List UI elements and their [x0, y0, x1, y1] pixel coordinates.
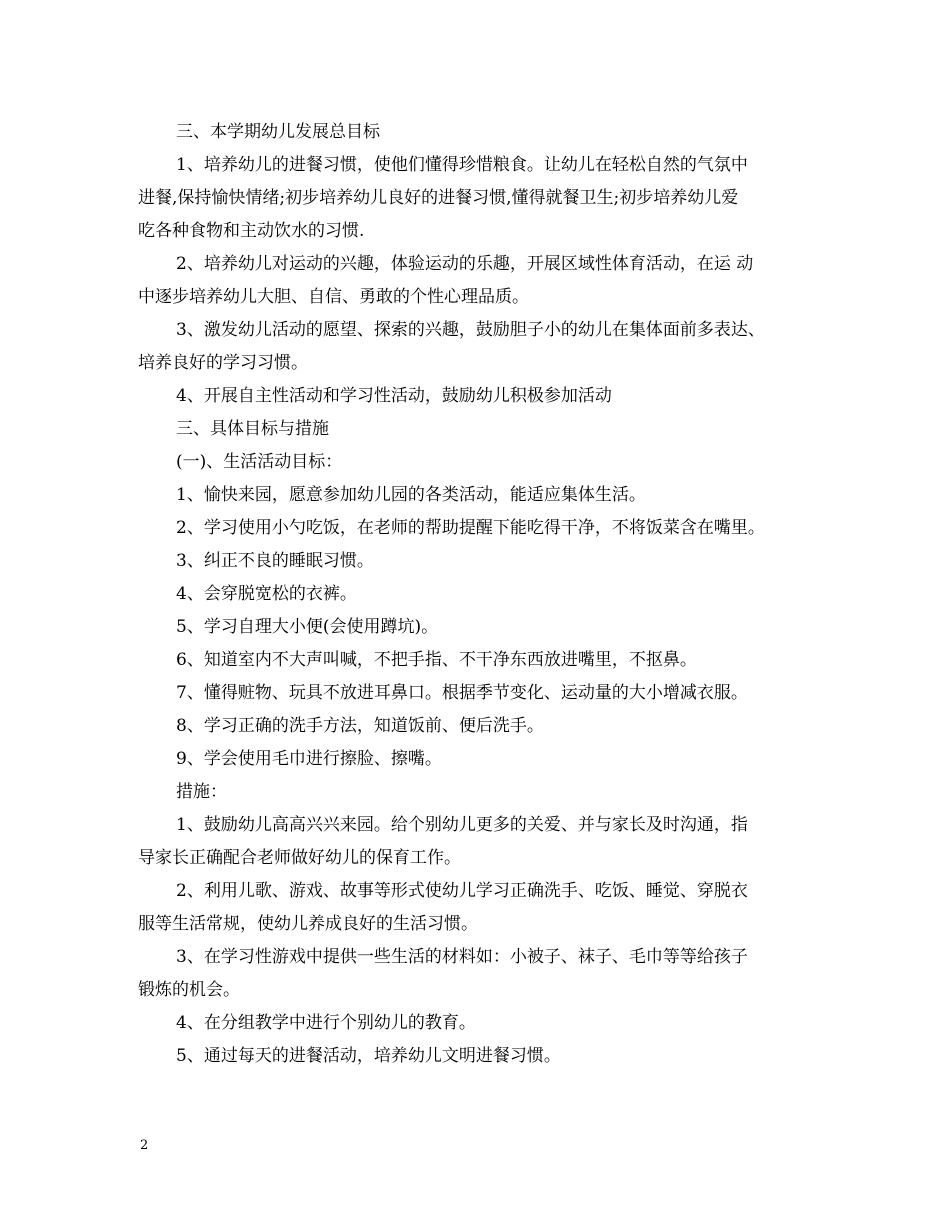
text-line: 1、培养幼儿的进餐习惯，使他们懂得珍惜粮食。让幼儿在轻松自然的气氛中	[176, 155, 748, 175]
text-line: 中逐步培养幼儿大胆、自信、勇敢的个性心理品质。	[138, 287, 529, 307]
text-line: 3、纠正不良的睡眠习惯。	[176, 551, 374, 571]
text-line: 进餐,保持愉快情绪;初步培养幼儿良好的进餐习惯,懂得就餐卫生;初步培养幼儿爱	[138, 188, 739, 208]
text-line: 措施：	[176, 782, 227, 802]
text-line: 5、通过每天的进餐活动，培养幼儿文明进餐习惯。	[176, 1046, 561, 1066]
text-line: 吃各种食物和主动饮水的习惯.	[138, 221, 365, 241]
text-line: 培养良好的学习习惯。	[138, 353, 308, 373]
text-line: 导家长正确配合老师做好幼儿的保育工作。	[138, 848, 461, 868]
text-line: 2、利用儿歌、游戏、故事等形式使幼儿学习正确洗手、吃饭、睡觉、穿脱衣	[176, 881, 748, 901]
text-line: 3、在学习性游戏中提供一些生活的材料如：小被子、袜子、毛巾等等给孩子	[176, 947, 748, 967]
text-line: 1、愉快来园，愿意参加幼儿园的各类活动，能适应集体生活。	[176, 485, 646, 505]
text-line: 3、激发幼儿活动的愿望、探索的兴趣，鼓励胆子小的幼儿在集体面前多表达、	[176, 320, 765, 340]
text-line: (一)、生活活动目标：	[176, 452, 343, 472]
text-line: 9、学会使用毛巾进行擦脸、擦嘴。	[176, 749, 442, 769]
text-line: 7、懂得赃物、玩具不放进耳鼻口。根据季节变化、运动量的大小增减衣服。	[176, 683, 748, 703]
text-line: 服等生活常规，使幼儿养成良好的生活习惯。	[138, 914, 478, 934]
text-line: 1、鼓励幼儿高高兴兴来园。给个别幼儿更多的关爱、并与家长及时沟通，指	[176, 815, 748, 835]
text-line: 2、学习使用小勺吃饭，在老师的帮助提醒下能吃得干净，不将饭菜含在嘴里。	[176, 518, 765, 538]
page-number: 2	[140, 1138, 149, 1153]
text-line: 5、学习自理大小便(会使用蹲坑)。	[176, 617, 439, 637]
text-line: 8、学习正确的洗手方法，知道饭前、便后洗手。	[176, 716, 544, 736]
text-line: 三、具体目标与措施	[176, 419, 329, 439]
text-line: 2、培养幼儿对运动的兴趣，体验运动的乐趣，开展区域性体育活动，在运 动	[176, 254, 754, 274]
document-body	[138, 116, 814, 1073]
text-line: 锻炼的机会。	[138, 980, 240, 1000]
text-line: 6、知道室内不大声叫喊，不把手指、不干净东西放进嘴里，不抠鼻。	[176, 650, 697, 670]
text-line: 4、在分组教学中进行个别幼儿的教育。	[176, 1013, 476, 1033]
text-line: 4、会穿脱宽松的衣裤。	[176, 584, 357, 604]
text-line: 4、开展自主性活动和学习性活动，鼓励幼儿积极参加活动	[176, 386, 612, 406]
text-line: 三、本学期幼儿发展总目标	[176, 122, 380, 142]
